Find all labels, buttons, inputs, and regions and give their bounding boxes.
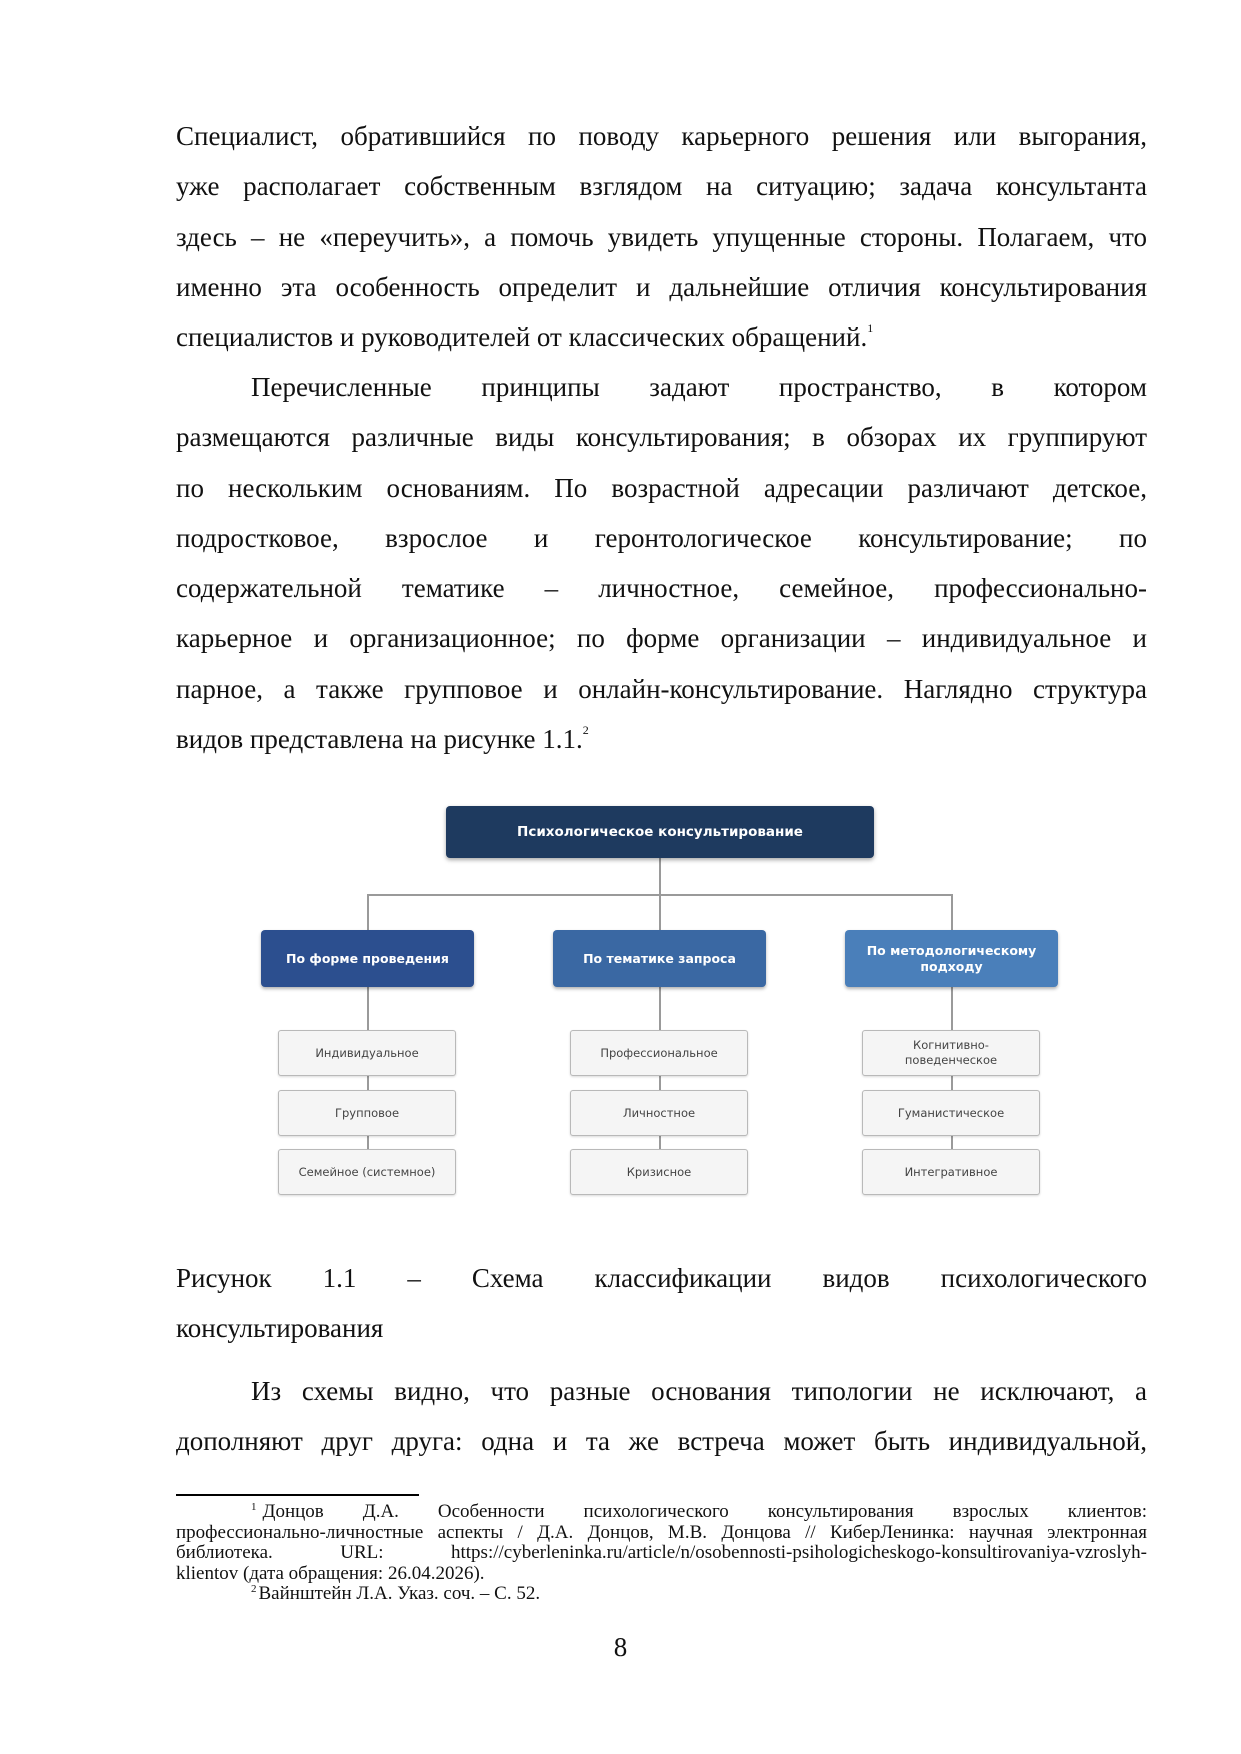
connector bbox=[659, 894, 661, 930]
connector bbox=[951, 894, 953, 930]
text-line: дополняют друг друга: одна и та же встреча может быть индивидуальной, bbox=[176, 1426, 1147, 1457]
text-line: карьерное и организационное; по форме организации – индивидуальное и bbox=[176, 623, 1147, 654]
leaf-item: Интегративное bbox=[862, 1149, 1040, 1195]
category-topic: По тематике запроса bbox=[553, 930, 766, 987]
text-line: размещаются различные виды консультирования; в обзорах их группируют bbox=[176, 422, 1147, 453]
paragraph-2 bbox=[176, 362, 1147, 764]
text-line: именно эта особенность определит и дальнейшие отличия консультирования bbox=[176, 271, 1147, 302]
footnote-2-number: 2 bbox=[251, 1583, 257, 1595]
text-line-content: специалистов и руководителей от классических обращений. bbox=[176, 322, 868, 353]
leaf-item: Кризисное bbox=[570, 1149, 748, 1195]
text-line bbox=[176, 312, 1147, 362]
footnote-1-text: Донцов Д.А. Особенности психологического консультирования взрослых клиентов: bbox=[262, 1501, 1147, 1522]
footnote-1-line bbox=[176, 1502, 1147, 1523]
leaf-item: Семейное (системное) bbox=[278, 1149, 456, 1195]
text-line: здесь – не «переучить», а помочь увидеть упущенные стороны. Полагаем, что bbox=[176, 221, 1147, 252]
category-method: По методологическому подходу bbox=[845, 930, 1058, 987]
classification-diagram bbox=[250, 805, 1090, 1205]
paragraph-3 bbox=[176, 1366, 1147, 1467]
text-line: подростковое, взрослое и геронтологическое консультирование; по bbox=[176, 522, 1147, 553]
text-line: уже располагает собственным взглядом на ситуацию; задача консультанта bbox=[176, 171, 1147, 202]
footnote-2-text: Вайнштейн Л.А. Указ. соч. – С. 52. bbox=[258, 1583, 541, 1604]
leaf-item: Личностное bbox=[570, 1090, 748, 1136]
leaf-item: Гуманистическое bbox=[862, 1090, 1040, 1136]
paragraph-1 bbox=[176, 111, 1147, 362]
caption-line: консультирования bbox=[176, 1313, 384, 1344]
footnote-1-line: профессионально-личностные аспекты / Д.А. Донцов, М.В. Донцова // КиберЛенинка: научная электронная bbox=[176, 1521, 1147, 1543]
footnote-1-line: klientov (дата обращения: 26.04.2026). bbox=[176, 1562, 485, 1584]
connector bbox=[367, 894, 369, 930]
figure-caption bbox=[176, 1253, 1147, 1354]
footnote-separator bbox=[176, 1494, 419, 1496]
caption-line: Рисунок 1.1 – Схема классификации видов психологического bbox=[176, 1263, 1147, 1293]
footnote-ref-2[interactable]: 2 bbox=[582, 723, 589, 738]
footnote-2-line bbox=[176, 1584, 1147, 1605]
footnote-1-number: 1 bbox=[251, 1501, 257, 1513]
text-line: содержательной тематике – личностное, семейное, профессионально- bbox=[176, 573, 1147, 604]
diagram-root-node: Психологическое консультирование bbox=[446, 806, 874, 858]
category-form: По форме проведения bbox=[261, 930, 474, 987]
text-line: Из схемы видно, что разные основания типологии не исключают, а bbox=[251, 1376, 1147, 1406]
leaf-item: Индивидуальное bbox=[278, 1030, 456, 1076]
text-line: Перечисленные принципы задают пространство, в котором bbox=[251, 372, 1147, 402]
text-line: Специалист, обратившийся по поводу карьерного решения или выгорания, bbox=[176, 121, 1147, 151]
footnotes bbox=[176, 1502, 1147, 1605]
leaf-item: Групповое bbox=[278, 1090, 456, 1136]
leaf-item: Профессиональное bbox=[570, 1030, 748, 1076]
text-line: по нескольким основаниям. По возрастной адресации различают детское, bbox=[176, 472, 1147, 503]
connector bbox=[659, 856, 661, 896]
leaf-item: Когнитивно-поведенческое bbox=[862, 1030, 1040, 1076]
page-number: 8 bbox=[613, 1632, 628, 1662]
footnote-1-line[interactable]: библиотека. URL: https://cyberleninka.ru/article/n/osobennosti-psihologicheskogo-konsultirovaniya-vzroslyh- bbox=[176, 1542, 1147, 1563]
text-line: парное, а также групповое и онлайн-консультирование. Наглядно структура bbox=[176, 673, 1147, 704]
text-line bbox=[176, 714, 1147, 764]
footnote-ref-1[interactable]: 1 bbox=[867, 321, 874, 336]
text-line-content: видов представлена на рисунке 1.1. bbox=[176, 724, 583, 755]
